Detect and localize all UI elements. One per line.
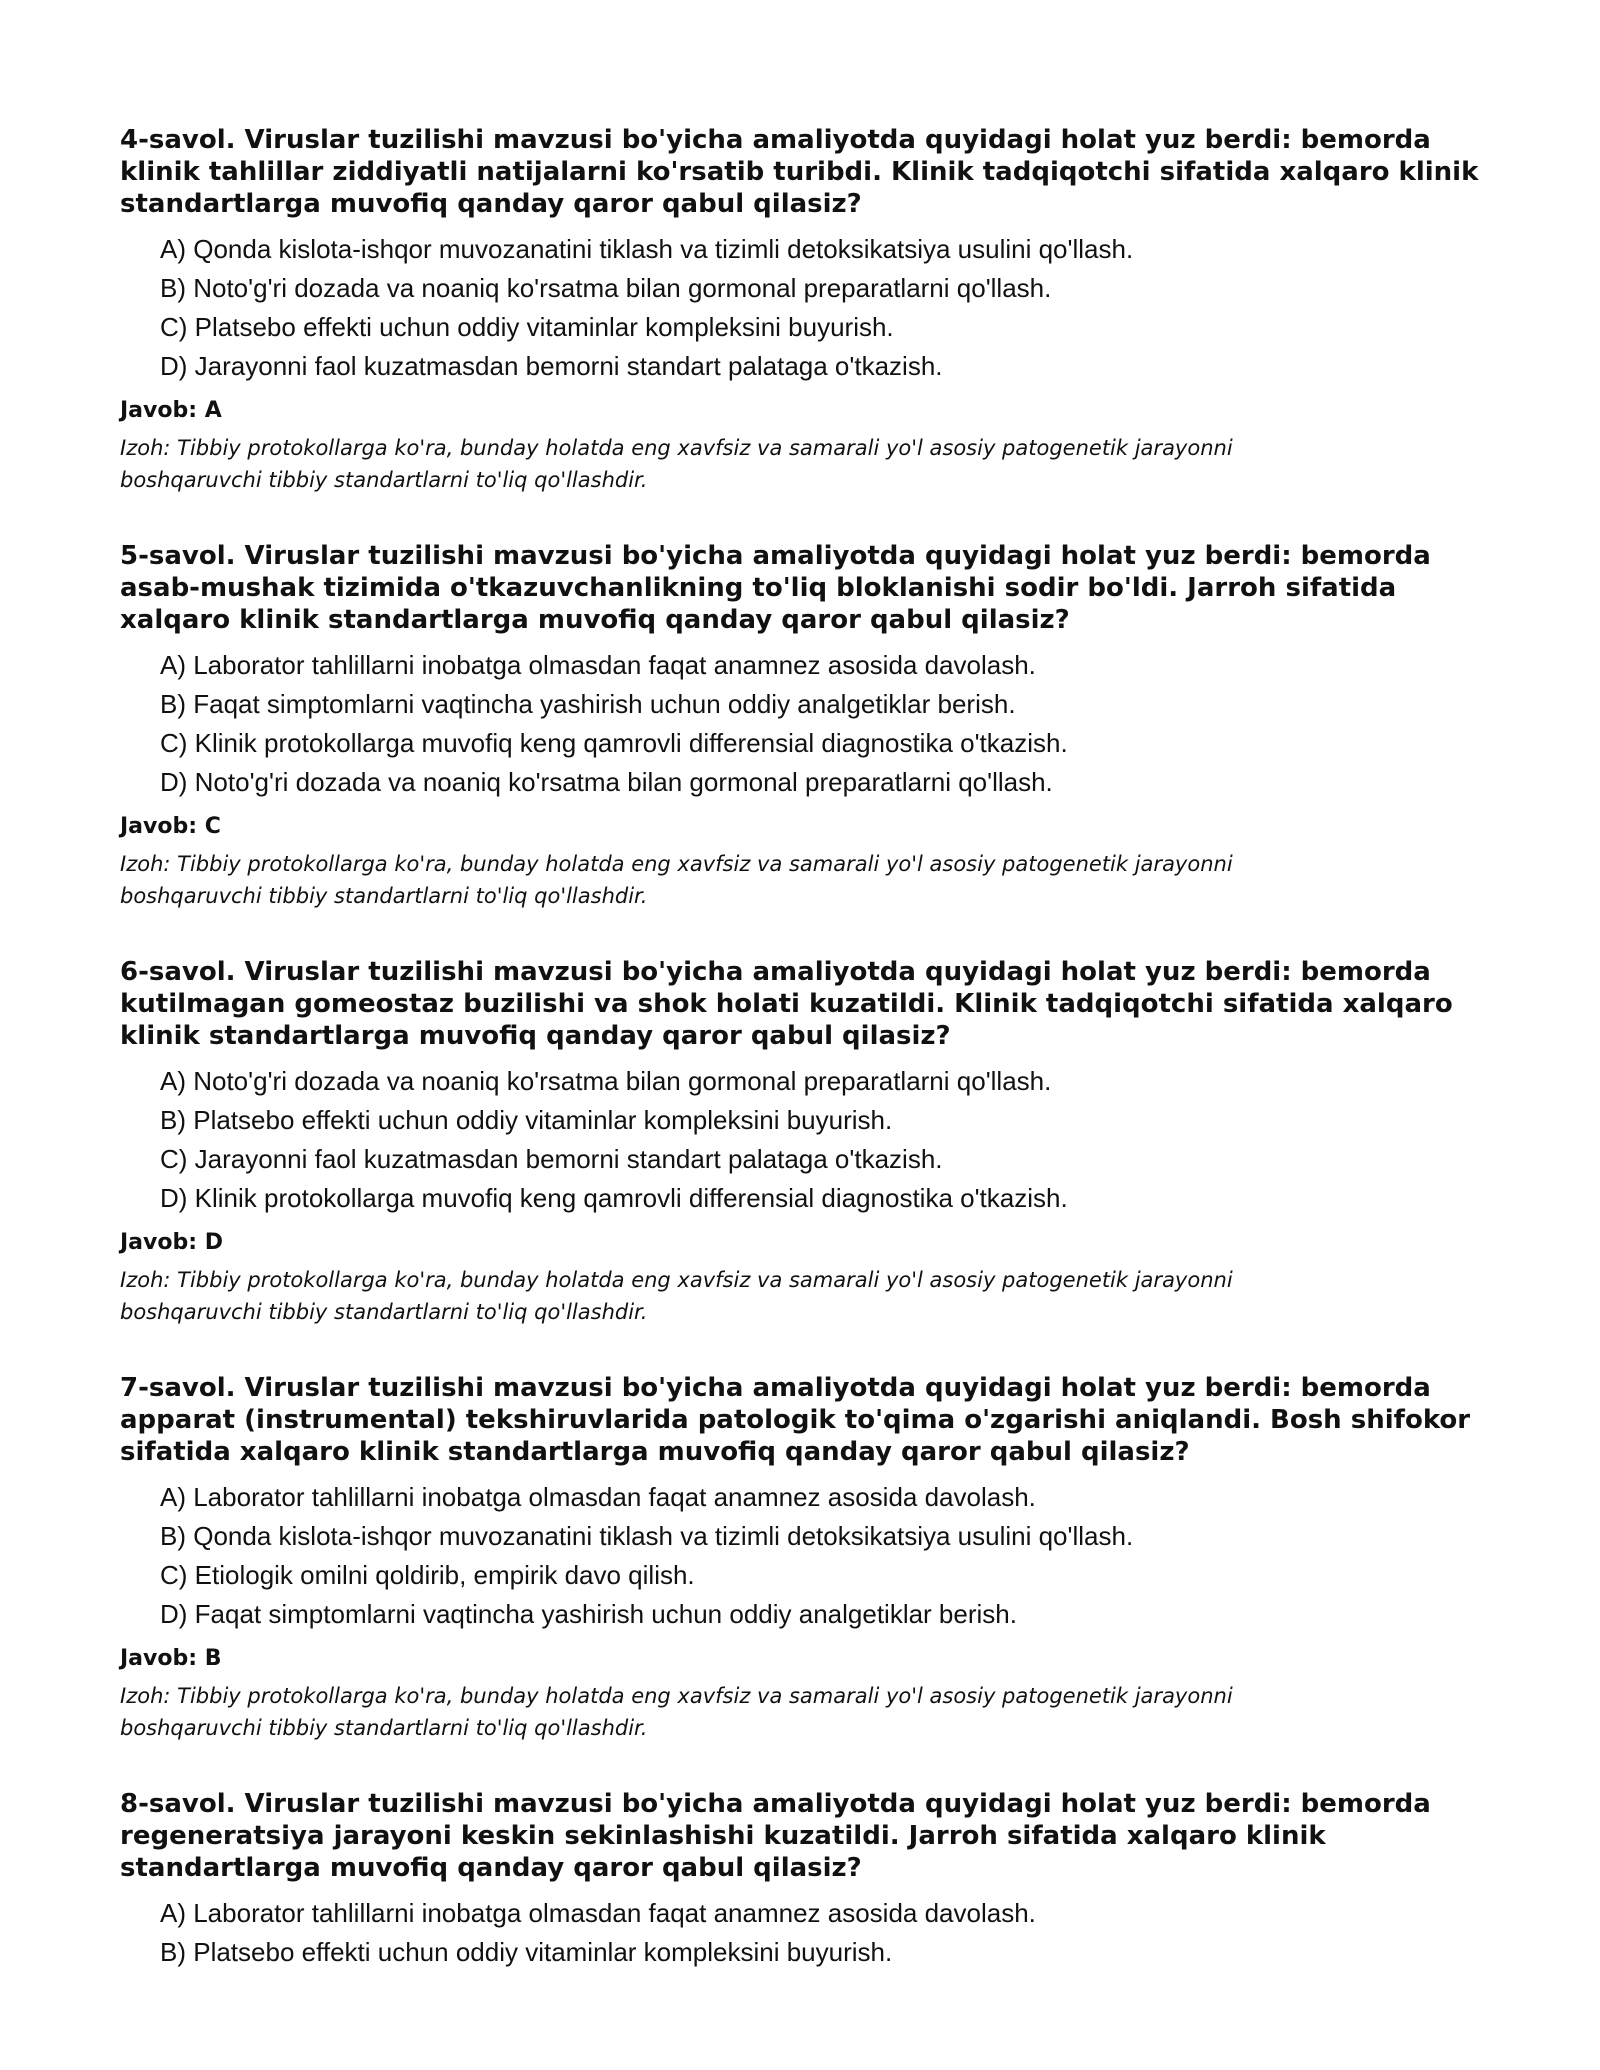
question-4 [120, 124, 1490, 496]
question-6 [120, 956, 1490, 1328]
options-list [120, 646, 1490, 802]
answer: Javob: C [120, 814, 221, 839]
explanation: Izoh: Tibbiy protokollarga ko'ra, bunday holatda eng xavfsiz va samarali yo'l asosiy patogenetik jarayonni boshqaruvchi tibbiy standartlarni to'liq qo'llashdir. [120, 1268, 1233, 1324]
option-c: C) Klinik protokollarga muvofiq keng qamrovli differensial diagnostika o'tkazish. [160, 728, 1068, 758]
option-a: A) Laborator tahlillarni inobatga olmasdan faqat anamnez asosida davolash. [160, 1898, 1036, 1928]
option-a: A) Qonda kislota-ishqor muvozanatini tiklash va tizimli detoksikatsiya usulini qo'llash. [160, 234, 1134, 264]
options-list [120, 1062, 1490, 1218]
option-c: C) Jarayonni faol kuzatmasdan bemorni standart palataga o'tkazish. [160, 1144, 943, 1174]
option-d: D) Noto'g'ri dozada va noaniq ko'rsatma bilan gormonal preparatlarni qo'llash. [160, 767, 1053, 797]
question-5 [120, 540, 1490, 912]
explanation: Izoh: Tibbiy protokollarga ko'ra, bunday holatda eng xavfsiz va samarali yo'l asosiy patogenetik jarayonni boshqaruvchi tibbiy standartlarni to'liq qo'llashdir. [120, 436, 1233, 492]
question-title: 5-savol. Viruslar tuzilishi mavzusi bo'yicha amaliyotda quyidagi holat yuz berdi: bemorda asab-mushak tizimida o'tkazuvchanlikning to'liq bloklanishi sodir bo'ldi. Jarroh sifatida xalqaro klinik standartlarga muvofiq qanday qaror qabul qilasiz? [120, 541, 1431, 635]
option-a: A) Laborator tahlillarni inobatga olmasdan faqat anamnez asosida davolash. [160, 1482, 1036, 1512]
option-a: A) Noto'g'ri dozada va noaniq ko'rsatma bilan gormonal preparatlarni qo'llash. [160, 1066, 1052, 1096]
document-page [120, 124, 1490, 2016]
option-b: B) Qonda kislota-ishqor muvozanatini tiklash va tizimli detoksikatsiya usulini qo'llash. [160, 1521, 1134, 1551]
option-b: B) Platsebo effekti uchun oddiy vitaminlar kompleksini buyurish. [160, 1105, 893, 1135]
option-d: D) Klinik protokollarga muvofiq keng qamrovli differensial diagnostika o'tkazish. [160, 1183, 1068, 1213]
options-list [120, 1894, 1490, 1972]
option-a: A) Laborator tahlillarni inobatga olmasdan faqat anamnez asosida davolash. [160, 650, 1036, 680]
option-d: D) Jarayonni faol kuzatmasdan bemorni standart palataga o'tkazish. [160, 351, 943, 381]
option-c: C) Platsebo effekti uchun oddiy vitaminlar kompleksini buyurish. [160, 312, 894, 342]
question-title: 6-savol. Viruslar tuzilishi mavzusi bo'yicha amaliyotda quyidagi holat yuz berdi: bemorda kutilmagan gomeostaz buzilishi va shok holati kuzatildi. Klinik tadqiqotchi sifatida xalqaro klinik standartlarga muvofiq qanday qaror qabul qilasiz? [120, 957, 1453, 1051]
question-7 [120, 1372, 1490, 1744]
options-list [120, 230, 1490, 386]
question-title: 4-savol. Viruslar tuzilishi mavzusi bo'yicha amaliyotda quyidagi holat yuz berdi: bemorda klinik tahlillar ziddiyatli natijalarni ko'rsatib turibdi. Klinik tadqiqotchi sifatida xalqaro klinik standartlarga muvofiq qanday qaror qabul qilasiz? [120, 125, 1479, 219]
option-b: B) Platsebo effekti uchun oddiy vitaminlar kompleksini buyurish. [160, 1937, 893, 1967]
options-list [120, 1478, 1490, 1634]
explanation: Izoh: Tibbiy protokollarga ko'ra, bunday holatda eng xavfsiz va samarali yo'l asosiy patogenetik jarayonni boshqaruvchi tibbiy standartlarni to'liq qo'llashdir. [120, 852, 1233, 908]
option-b: B) Faqat simptomlarni vaqtincha yashirish uchun oddiy analgetiklar berish. [160, 689, 1016, 719]
answer: Javob: A [120, 398, 222, 423]
question-title: 8-savol. Viruslar tuzilishi mavzusi bo'yicha amaliyotda quyidagi holat yuz berdi: bemorda regeneratsiya jarayoni keskin sekinlashishi kuzatildi. Jarroh sifatida xalqaro klinik standartlarga muvofiq qanday qaror qabul qilasiz? [120, 1789, 1431, 1883]
question-title: 7-savol. Viruslar tuzilishi mavzusi bo'yicha amaliyotda quyidagi holat yuz berdi: bemorda apparat (instrumental) tekshiruvlarida patologik to'qima o'zgarishi aniqlandi. Bosh shifokor sifatida xalqaro klinik standartlarga muvofiq qanday qaror qabul qilasiz? [120, 1373, 1471, 1467]
option-b: B) Noto'g'ri dozada va noaniq ko'rsatma bilan gormonal preparatlarni qo'llash. [160, 273, 1052, 303]
answer: Javob: B [120, 1646, 222, 1671]
answer: Javob: D [120, 1230, 223, 1255]
option-d: D) Faqat simptomlarni vaqtincha yashirish uchun oddiy analgetiklar berish. [160, 1599, 1017, 1629]
explanation: Izoh: Tibbiy protokollarga ko'ra, bunday holatda eng xavfsiz va samarali yo'l asosiy patogenetik jarayonni boshqaruvchi tibbiy standartlarni to'liq qo'llashdir. [120, 1684, 1233, 1740]
option-c: C) Etiologik omilni qoldirib, empirik davo qilish. [160, 1560, 695, 1590]
question-8 [120, 1788, 1490, 1972]
